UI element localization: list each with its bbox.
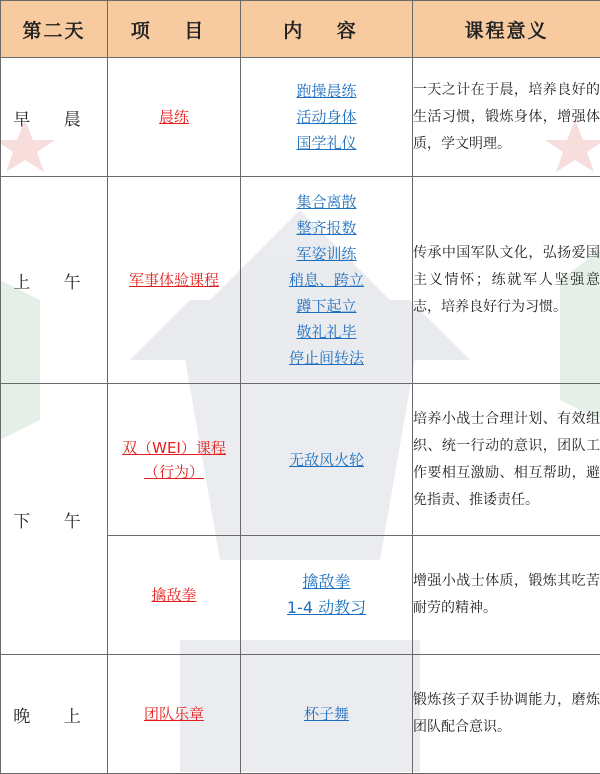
- meaning-cell: 锻炼孩子双手协调能力，磨炼团队配合意识。: [413, 655, 600, 774]
- content-cell: [241, 655, 413, 774]
- content-cell: [241, 58, 413, 177]
- item-link[interactable]: 擒敌拳: [151, 586, 196, 604]
- item-cell: [108, 384, 241, 536]
- content-link[interactable]: 杯子舞: [241, 701, 412, 727]
- content-link[interactable]: 活动身体: [241, 104, 412, 130]
- content-link[interactable]: 敬礼礼毕: [241, 319, 412, 345]
- item-link[interactable]: （行为）: [144, 463, 204, 481]
- content-link[interactable]: 停止间转法: [241, 345, 412, 371]
- period-cell: 早 晨: [1, 58, 108, 177]
- item-cell: [108, 58, 241, 177]
- item-cell: [108, 177, 241, 384]
- table-row: [1, 655, 600, 774]
- item-cell: [108, 655, 241, 774]
- header-day: 第二天: [1, 1, 108, 58]
- header-content: 内 容: [241, 1, 413, 58]
- content-cell: [241, 177, 413, 384]
- item-link[interactable]: 双（WEI）课程: [122, 439, 226, 457]
- period-cell: 上 午: [1, 177, 108, 384]
- meaning-cell: 一天之计在于晨，培养良好的生活习惯，锻炼身体，增强体质，学文明理。: [413, 58, 600, 177]
- period-cell: 下 午: [1, 384, 108, 655]
- content-link[interactable]: 集合离散: [241, 189, 412, 215]
- item-link[interactable]: 军事体验课程: [129, 271, 219, 289]
- content-cell: [241, 384, 413, 536]
- table-row: [1, 58, 600, 177]
- content-link[interactable]: 稍息、跨立: [241, 267, 412, 293]
- item-link[interactable]: 晨练: [159, 108, 189, 126]
- table-row: [1, 177, 600, 384]
- content-link[interactable]: 跑操晨练: [241, 78, 412, 104]
- meaning-cell: 增强小战士体质，锻炼其吃苦耐劳的精神。: [413, 536, 600, 655]
- content-cell: [241, 536, 413, 655]
- content-link[interactable]: 国学礼仪: [241, 130, 412, 156]
- item-link[interactable]: 团队乐章: [144, 705, 204, 723]
- content-link[interactable]: 擒敌拳: [241, 569, 412, 595]
- content-link[interactable]: 整齐报数: [241, 215, 412, 241]
- content-link[interactable]: 1-4 动教习: [241, 595, 412, 621]
- header-meaning: 课程意义: [413, 1, 600, 58]
- item-cell: [108, 536, 241, 655]
- content-link[interactable]: 军姿训练: [241, 241, 412, 267]
- table-row: [1, 384, 600, 536]
- meaning-cell: 培养小战士合理计划、有效组织、统一行动的意识，团队工作要相互激励、相互帮助，避免指责、推诿责任。: [413, 384, 600, 536]
- content-link[interactable]: 无敌风火轮: [241, 447, 412, 473]
- content-link[interactable]: 蹲下起立: [241, 293, 412, 319]
- header-row: [1, 1, 600, 58]
- header-item: 项 目: [108, 1, 241, 58]
- meaning-cell: 传承中国军队文化，弘扬爱国主义情怀；练就军人坚强意志，培养良好行为习惯。: [413, 177, 600, 384]
- period-cell: 晚 上: [1, 655, 108, 774]
